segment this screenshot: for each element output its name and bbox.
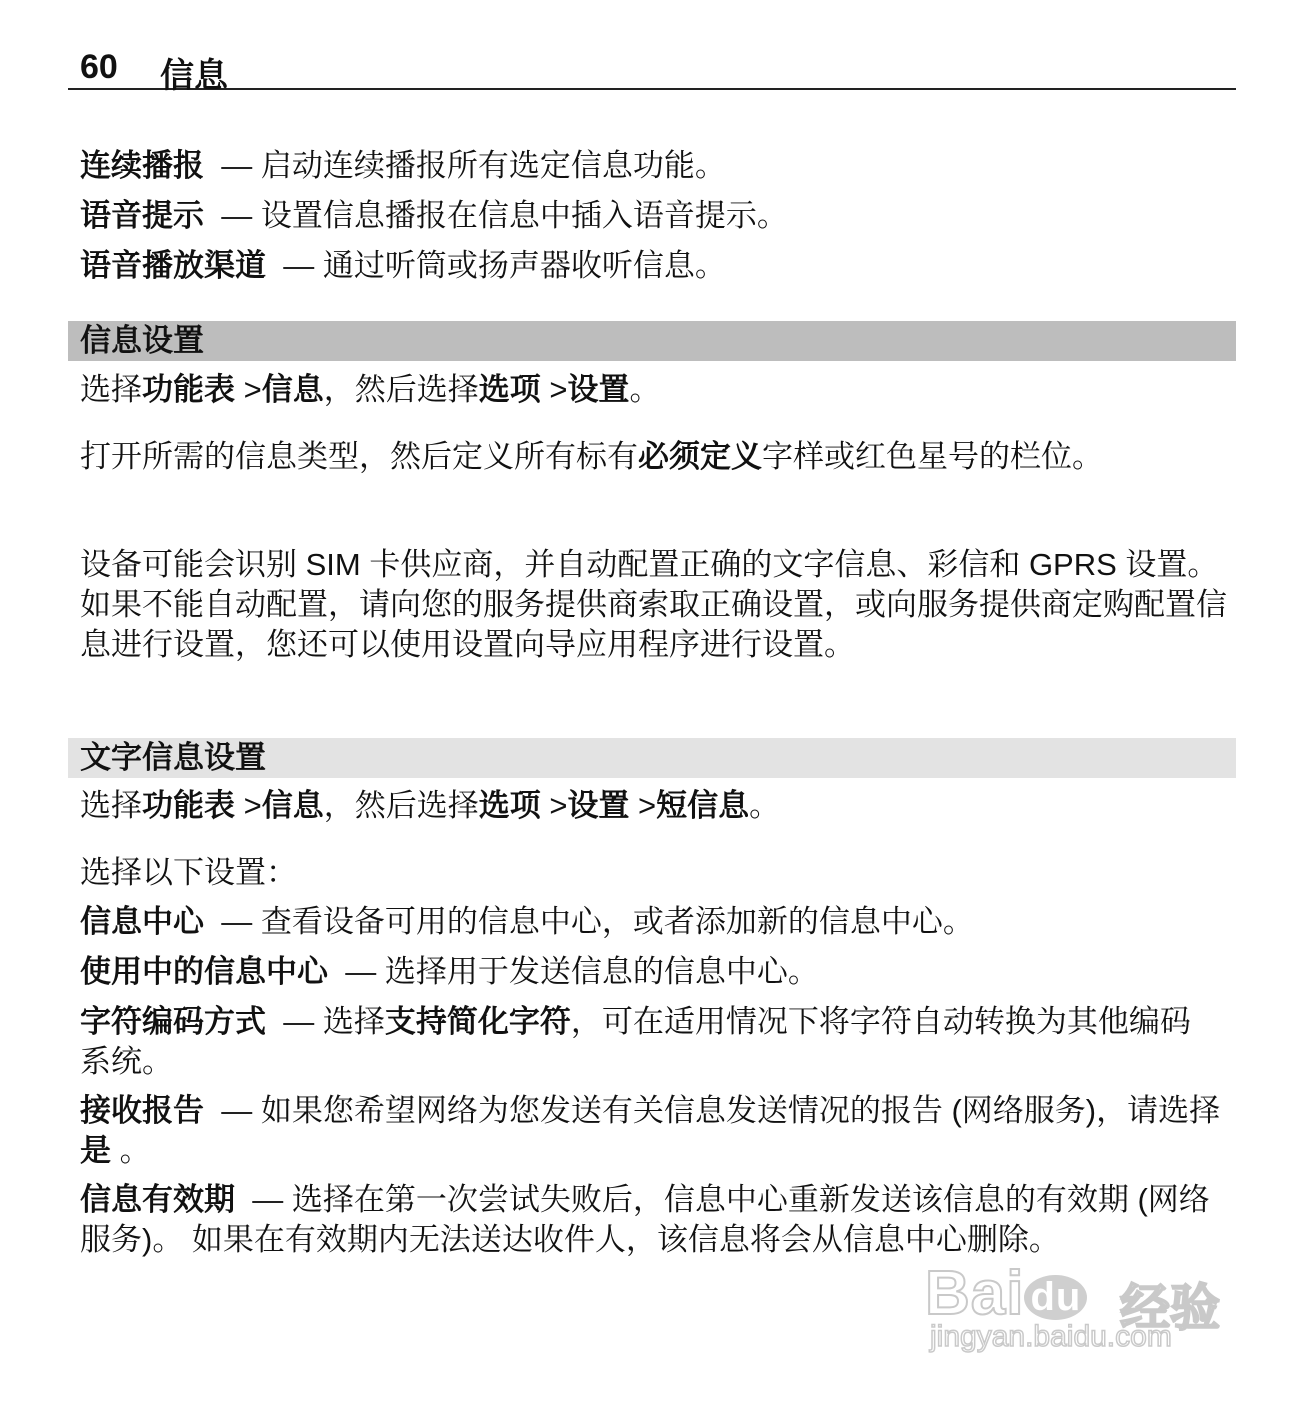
path-options: 选项 — [478, 372, 541, 407]
paragraph-sim-config: 设备可能会识别 SIM 卡供应商，并自动配置正确的文字信息、彩信和 GPRS 设置。如果不能自动配置，请向您的服务提供商索取正确设置，或向服务提供商定购配置信息进行设置，您还可以使用设置向导应用程序进行设置。 — [80, 547, 1227, 662]
menu-path — [80, 786, 1230, 826]
chapter-title: 信息 — [160, 57, 228, 95]
path-sep: > — [235, 372, 262, 407]
bold-term: 必须定义 — [638, 439, 762, 474]
path-text: 选择 — [80, 788, 142, 823]
path-text: 选择 — [80, 372, 142, 407]
intro-item-3 — [80, 246, 1230, 286]
paragraph-define-fields — [80, 437, 1210, 477]
section-heading-text-message-settings — [68, 738, 1236, 778]
path-options: 选项 — [478, 788, 541, 823]
term: 字符编码方式 — [80, 1004, 266, 1039]
description: 选择在第一次尝试失败后，信息中心重新发送该信息的有效期 (网络服务)。 如果在有效期内无法送达收件人，该信息将会从信息中心删除。 — [80, 1182, 1210, 1257]
text: 打开所需的信息类型，然后定义所有标有 — [80, 439, 638, 474]
path-sep: > — [540, 788, 568, 823]
separator: — — [252, 1182, 284, 1217]
separator: — — [221, 148, 253, 183]
path-menu: 功能表 — [142, 788, 235, 823]
watermark-logo — [925, 1258, 1087, 1329]
path-end: 。 — [629, 372, 661, 407]
path-sms: 短信息 — [656, 788, 750, 823]
separator: — — [221, 1093, 253, 1128]
description: 查看设备可用的信息中心，或者添加新的信息中心。 — [260, 904, 974, 939]
baidu-watermark — [925, 1258, 1230, 1368]
section-title: 文字信息设置 — [80, 740, 266, 775]
term: 信息中心 — [80, 904, 204, 939]
term: 语音提示 — [80, 198, 204, 233]
path-settings: 设置 — [567, 788, 630, 823]
separator: — — [221, 198, 253, 233]
path-text: ，然后选择 — [323, 788, 479, 823]
description: 选择用于发送信息的信息中心。 — [384, 954, 819, 989]
path-messages: 信息 — [261, 788, 324, 823]
intro-item-1 — [80, 146, 1230, 186]
path-messages: 信息 — [261, 372, 324, 407]
lead-text: 选择以下设置： — [80, 855, 297, 890]
setting-item-validity — [80, 1180, 1230, 1260]
setting-item-encoding — [80, 1002, 1200, 1082]
menu-path — [80, 370, 1230, 410]
description: 通过听筒或扬声器收听信息。 — [322, 248, 726, 283]
path-sep: > — [235, 788, 262, 823]
option-value: 支持简化字符 — [384, 1004, 571, 1039]
term: 使用中的信息中心 — [80, 954, 328, 989]
separator: — — [345, 954, 377, 989]
term: 接收报告 — [80, 1093, 204, 1128]
path-end: 。 — [749, 788, 781, 823]
section-heading-message-settings — [68, 321, 1236, 361]
watermark-jingyan: 经验 — [1120, 1280, 1220, 1336]
path-text: ，然后选择 — [323, 372, 479, 407]
term: 连续播报 — [80, 148, 204, 183]
section-title: 信息设置 — [80, 323, 204, 358]
logo-text: Bai — [925, 1259, 1025, 1328]
page-header — [68, 44, 1236, 95]
intro-item-2 — [80, 196, 1230, 236]
separator: — — [283, 1004, 315, 1039]
setting-item-active-center — [80, 952, 1230, 992]
separator: — — [221, 904, 253, 939]
watermark-url: jingyan.baidu.com — [930, 1320, 1172, 1353]
term: 语音播放渠道 — [80, 248, 266, 283]
description: 启动连续播报所有选定信息功能。 — [260, 148, 726, 183]
description: 选择 — [322, 1004, 385, 1039]
path-sep: > — [629, 788, 657, 823]
description: 。 — [111, 1133, 151, 1168]
description: ，可在适用情况下将字符自动转换为其他编码系统。 — [80, 1004, 1191, 1079]
page-number: 60 — [80, 48, 118, 86]
text: 字样或红色星号的栏位。 — [762, 439, 1103, 474]
setting-item-delivery-report — [80, 1091, 1230, 1171]
path-settings: 设置 — [567, 372, 630, 407]
separator: — — [283, 248, 315, 283]
description: 如果您希望网络为您发送有关信息发送情况的报告 (网络服务)，请选择 — [260, 1093, 1221, 1128]
paw-icon: du — [1024, 1275, 1087, 1320]
path-sep: > — [540, 372, 568, 407]
description: 设置信息播报在信息中插入语音提示。 — [260, 198, 788, 233]
option-value: 是 — [80, 1133, 111, 1168]
setting-item-message-center — [80, 902, 1230, 942]
path-menu: 功能表 — [142, 372, 235, 407]
term: 信息有效期 — [80, 1182, 235, 1217]
